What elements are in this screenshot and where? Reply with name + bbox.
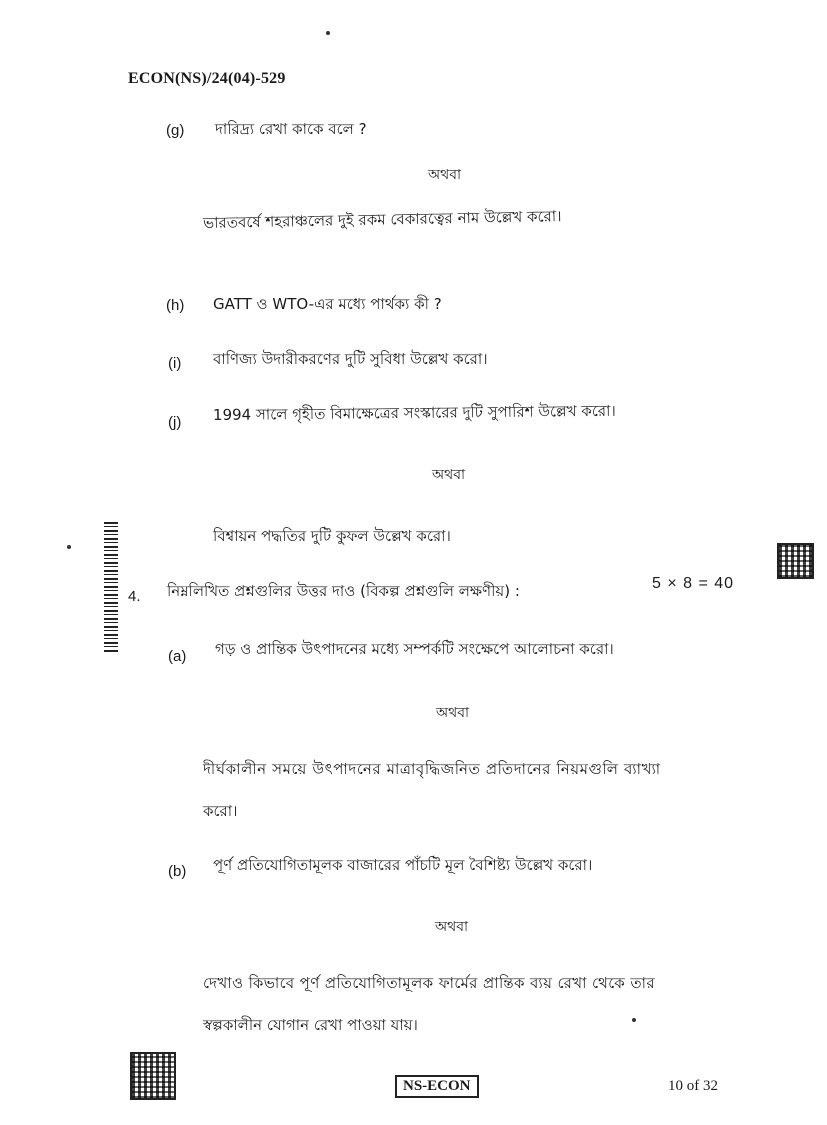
question-a-alternative-line1: দীর্ঘকালীন সময়ে উৎপাদনের মাত্রাবৃদ্ধিজনিত প্রতিদানের নিয়মগুলি ব্যাখ্যা — [203, 760, 661, 778]
question-i-text: বাণিজ্য উদারীকরণের দুটি সুবিধা উল্লেখ করো। — [213, 350, 488, 368]
question-j-alternative: বিশ্বায়ন পদ্ধতির দুটি কুফল উল্লেখ করো। — [213, 527, 451, 545]
or-separator-b: অথবা — [435, 919, 469, 935]
section-number: 4. — [128, 588, 141, 605]
scan-speck — [67, 545, 71, 549]
question-b-text: পূর্ণ প্রতিযোগিতামূলক বাজারের পাঁচটি মূল বৈশিষ্ট্য উল্লেখ করো। — [213, 856, 593, 874]
question-b-alternative-line2: স্বল্পকালীন যোগান রেখা পাওয়া যায়। — [203, 1016, 418, 1034]
question-b-alternative-line1: দেখাও কিভাবে পূর্ণ প্রতিযোগিতামূলক ফার্মের প্রান্তিক ব্যয় রেখা থেকে তার — [203, 974, 655, 992]
question-g-text: দারিদ্র্য রেখা কাকে বলে ? — [215, 120, 367, 138]
barcode-strip — [104, 522, 118, 652]
question-label-g: (g) — [166, 122, 185, 139]
question-label-i: (i) — [168, 355, 182, 372]
page-number: 10 of 32 — [668, 1078, 718, 1094]
section-marks: 5 × 8 = 40 — [652, 575, 735, 592]
or-separator-j: অথবা — [432, 467, 466, 483]
question-label-b: (b) — [168, 863, 187, 880]
scan-speck — [632, 1018, 636, 1022]
footer-code: NS-ECON — [395, 1075, 479, 1098]
or-separator-g: অথবা — [428, 167, 462, 183]
or-separator-a: অথবা — [436, 705, 470, 721]
paper-code: ECON(NS)/24(04)-529 — [128, 70, 286, 87]
question-j-text: 1994 সালে গৃহীত বিমাক্ষেত্রের সংস্কারের দুটি সুপারিশ উল্লেখ করো। — [212, 401, 616, 424]
question-label-h: (h) — [166, 297, 185, 314]
section-instruction: নিম্নলিখিত প্রশ্নগুলির উত্তর দাও (বিকল্প প্রশ্নগুলি লক্ষণীয়) : — [167, 582, 520, 600]
question-g-alternative: ভারতবর্ষে শহরাঞ্চলের দুই রকম বেকারত্বের নাম উল্লেখ করো। — [202, 207, 562, 232]
qr-code-right — [777, 543, 814, 579]
question-label-j: (j) — [168, 414, 182, 431]
question-a-alternative-line2: করো। — [203, 802, 238, 820]
question-label-a: (a) — [168, 648, 187, 665]
question-h-text: GATT ও WTO-এর মধ্যে পার্থক্য কী ? — [213, 295, 442, 313]
scan-speck — [326, 31, 330, 35]
question-a-text: গড় ও প্রান্তিক উৎপাদনের মধ্যে সম্পর্কটি সংক্ষেপে আলোচনা করো। — [215, 640, 614, 658]
qr-code-bottom — [130, 1052, 176, 1100]
